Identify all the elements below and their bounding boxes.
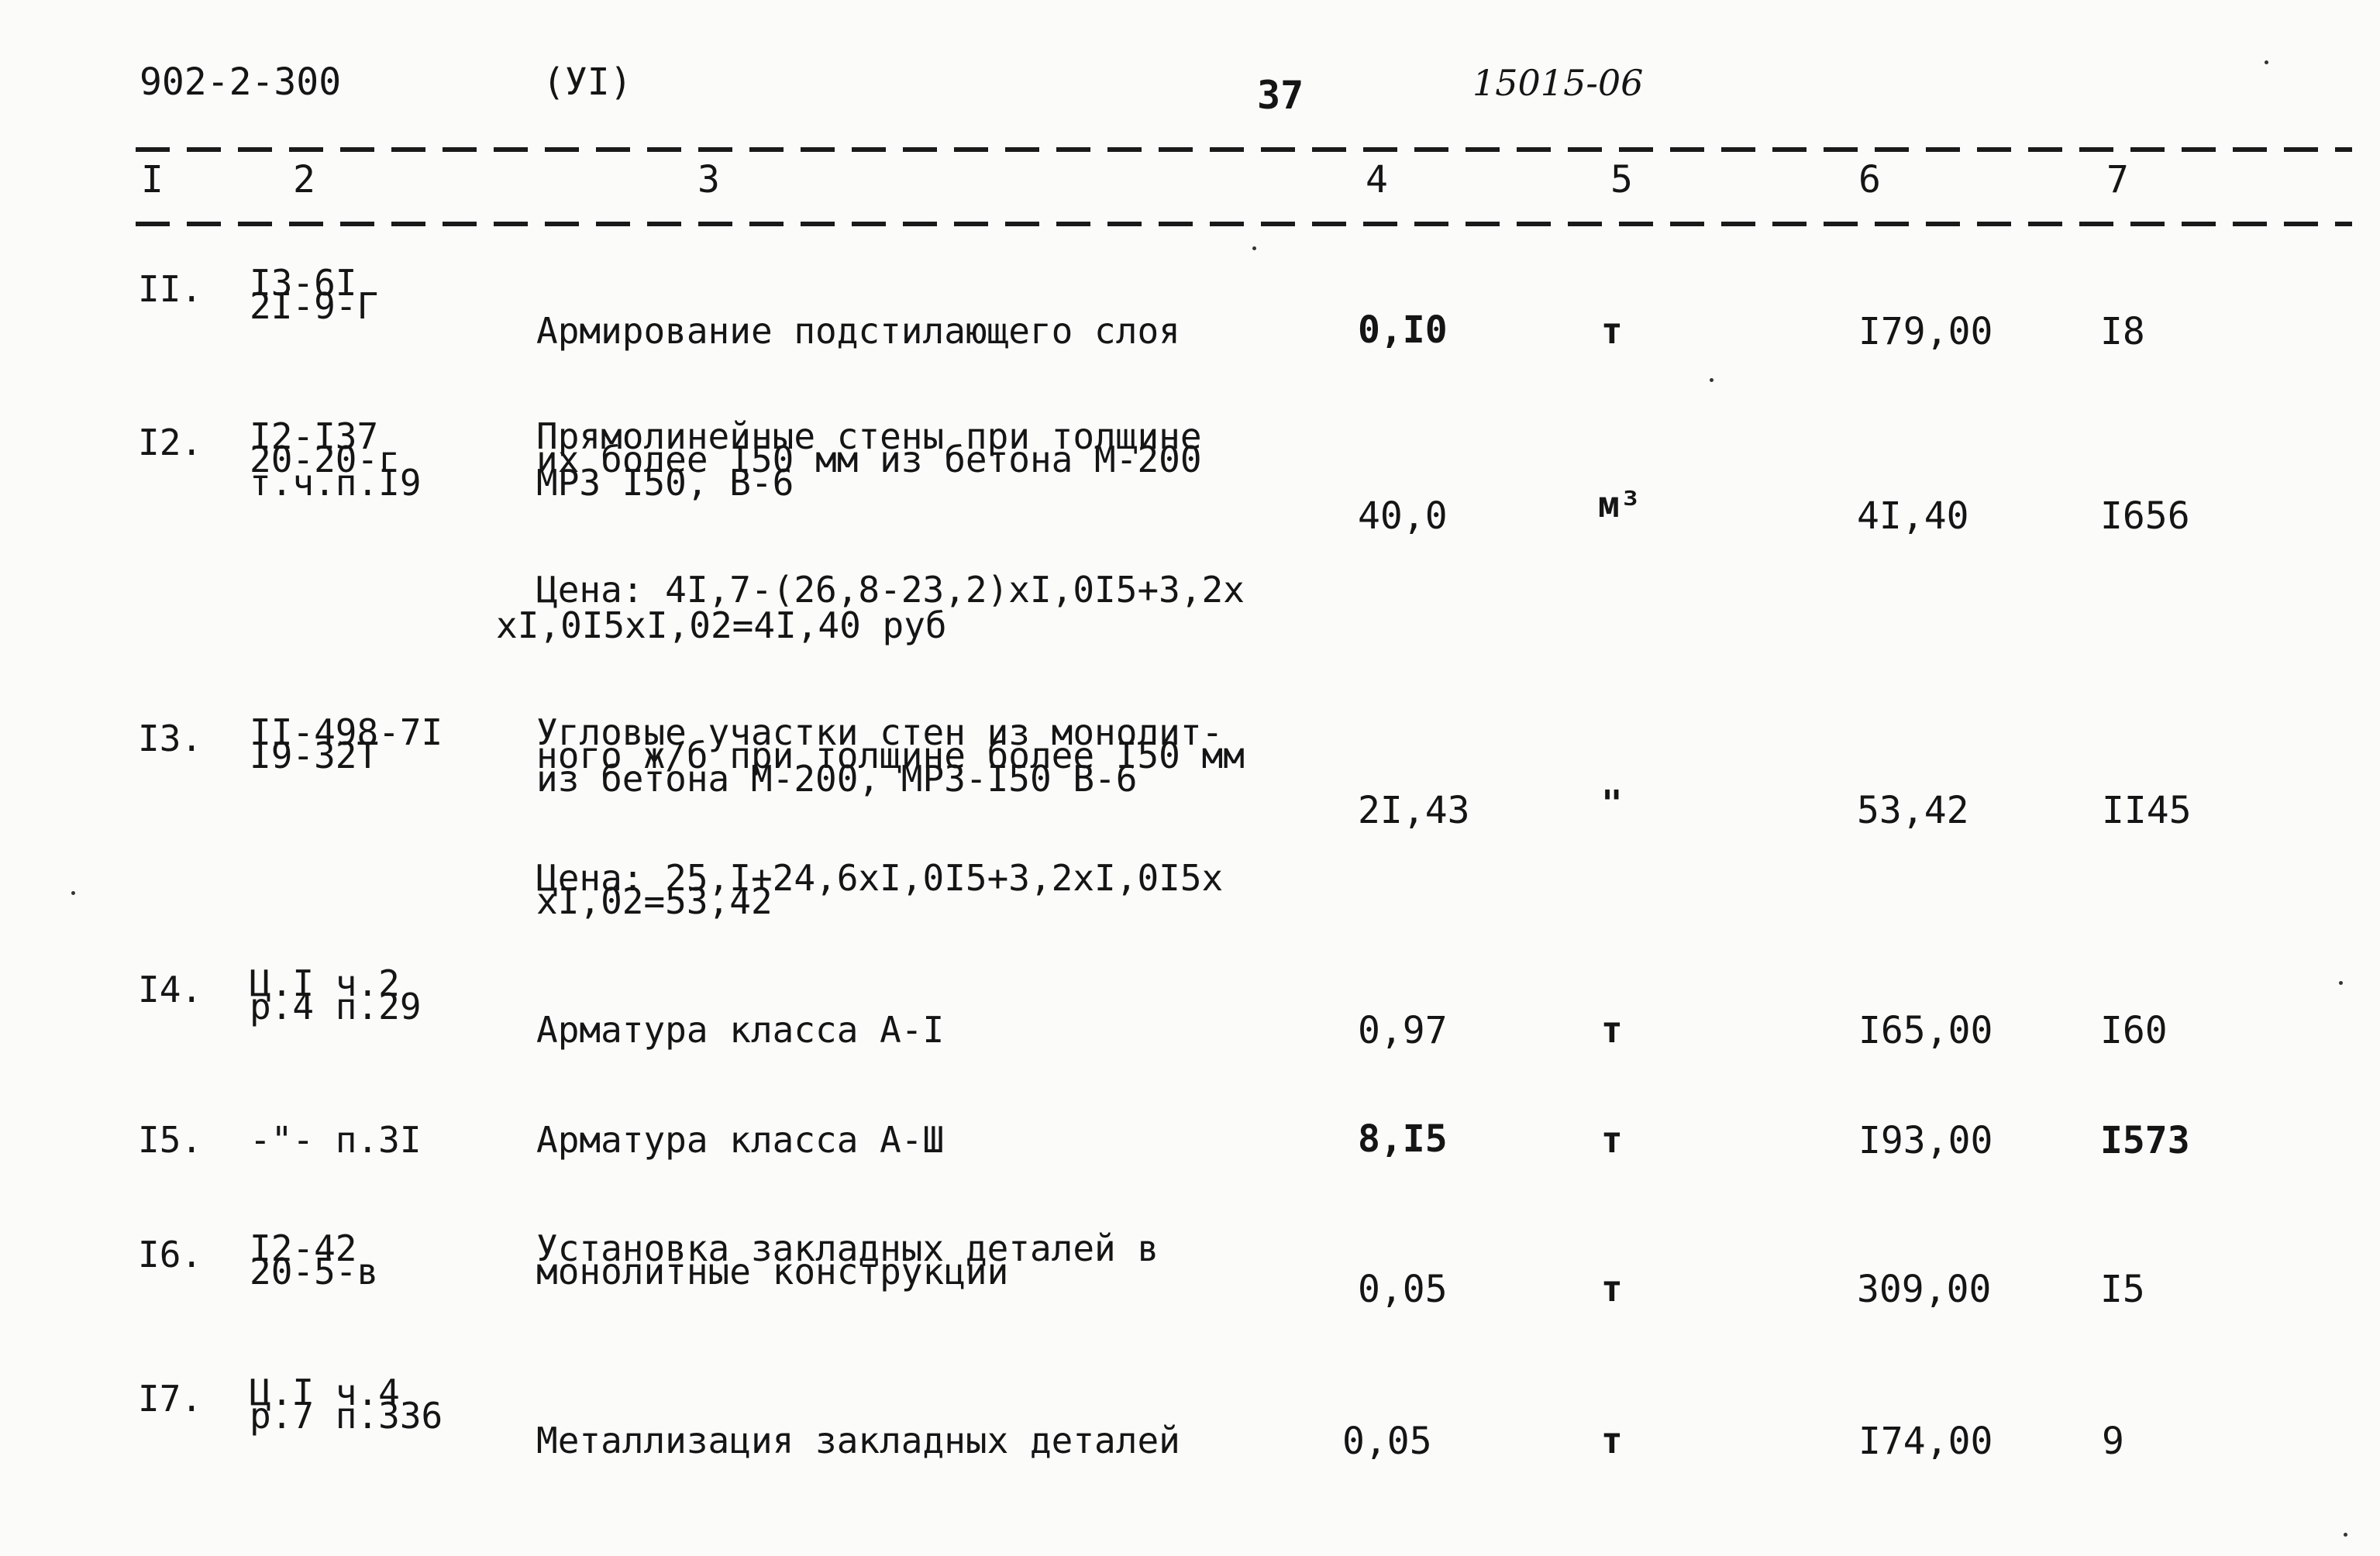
row-unit: " bbox=[1601, 783, 1623, 824]
row-price: I74,00 bbox=[1858, 1420, 1993, 1463]
row-number: I5. bbox=[138, 1119, 203, 1161]
row-number: I3. bbox=[138, 718, 203, 759]
row-description: Прямолинейные стены при толщине их более I50 мм из бетона М-200 МРЗ I50, В-6 bbox=[536, 415, 1202, 504]
col-header-4: 4 bbox=[1366, 158, 1388, 201]
document-code: 902-2-300 bbox=[139, 60, 342, 104]
row-quantity: 40,0 bbox=[1358, 494, 1448, 538]
row-number: I4. bbox=[138, 969, 203, 1010]
row-reference: -"- п.3I bbox=[250, 1119, 422, 1161]
row-total: I573 bbox=[2100, 1119, 2190, 1162]
row-quantity: 2I,43 bbox=[1358, 789, 1470, 832]
row-price-note: Цена: 4I,7-(26,8-23,2)хI,0I5+3,2х bbox=[536, 569, 1245, 611]
col-header-2: 2 bbox=[293, 158, 315, 201]
row-quantity: 0,05 bbox=[1358, 1268, 1448, 1311]
section-mark: (УI) bbox=[542, 60, 632, 104]
row-number: I7. bbox=[138, 1378, 203, 1420]
scan-speck bbox=[1710, 378, 1714, 382]
row-reference: II-498-7I I9-32Т bbox=[250, 711, 443, 776]
header-rule-top bbox=[136, 147, 2352, 152]
row-reference: I3-6I 2I-9-Г bbox=[250, 262, 379, 327]
row-total: II45 bbox=[2102, 789, 2192, 832]
row-description: Угловые участки стен из монолит- ного ж/б при толщине более I50 мм из бетона М-200, МРЗ-I50 В-6 bbox=[536, 711, 1245, 800]
col-header-6: 6 bbox=[1858, 158, 1881, 201]
row-unit: т bbox=[1601, 1268, 1623, 1310]
row-description: Установка закладных деталей в монолитные конструкции bbox=[536, 1227, 1159, 1293]
row-price: I65,00 bbox=[1858, 1009, 1993, 1052]
row-unit: м³ bbox=[1598, 484, 1641, 525]
header-rule-bottom bbox=[136, 222, 2352, 226]
row-unit: т bbox=[1601, 1009, 1623, 1051]
row-price: 4I,40 bbox=[1857, 494, 1969, 538]
row-total: I5 bbox=[2100, 1268, 2145, 1311]
col-header-5: 5 bbox=[1610, 158, 1633, 201]
row-total: I656 bbox=[2100, 494, 2190, 538]
row-description: Арматура класса А-I bbox=[536, 1009, 945, 1051]
row-reference: I2-42 20-5-в bbox=[250, 1227, 379, 1293]
page-number: 37 bbox=[1257, 73, 1304, 118]
row-quantity: 0,97 bbox=[1358, 1009, 1448, 1052]
row-quantity: 0,I0 bbox=[1358, 308, 1448, 352]
handwritten-number: 15015-06 bbox=[1472, 62, 1644, 104]
row-description: Арматура класса А-Ш bbox=[536, 1119, 945, 1161]
row-unit: т bbox=[1601, 310, 1623, 352]
row-unit: т bbox=[1601, 1119, 1623, 1161]
row-price: 53,42 bbox=[1857, 789, 1969, 832]
row-number: II. bbox=[138, 268, 203, 310]
scan-speck bbox=[2265, 60, 2268, 64]
row-price-note-cont: хI,0I5хI,02=4I,40 руб bbox=[496, 604, 947, 646]
row-reference: Ц.I ч.4 р.7 п.336 bbox=[250, 1372, 443, 1437]
row-reference: I2-I37 20-20-г т.ч.п.I9 bbox=[250, 415, 422, 504]
scan-speck bbox=[2344, 1533, 2347, 1537]
scan-speck bbox=[2339, 981, 2343, 985]
row-price-note: Цена: 25,I+24,6хI,0I5+3,2хI,0I5х хI,02=53,42 bbox=[536, 857, 1224, 922]
row-total: I8 bbox=[2100, 310, 2145, 353]
scan-speck bbox=[71, 891, 75, 895]
row-description: Армирование подстилающего слоя bbox=[536, 310, 1180, 352]
col-header-1: I bbox=[141, 158, 164, 201]
row-number: I6. bbox=[138, 1234, 203, 1275]
row-price: I79,00 bbox=[1858, 310, 1993, 353]
col-header-7: 7 bbox=[2106, 158, 2129, 201]
row-description: Металлизация закладных деталей bbox=[536, 1420, 1180, 1461]
row-unit: т bbox=[1601, 1420, 1623, 1461]
row-total: 9 bbox=[2102, 1420, 2124, 1463]
row-price: I93,00 bbox=[1858, 1119, 1993, 1162]
row-total: I60 bbox=[2100, 1009, 2168, 1052]
row-quantity: 8,I5 bbox=[1358, 1117, 1448, 1161]
col-header-3: 3 bbox=[697, 158, 720, 201]
row-price: 309,00 bbox=[1857, 1268, 1992, 1311]
row-number: I2. bbox=[138, 422, 203, 463]
row-reference: Ц.I ч.2 р.4 п.29 bbox=[250, 962, 422, 1028]
row-quantity: 0,05 bbox=[1342, 1420, 1432, 1463]
scan-speck bbox=[1252, 246, 1256, 250]
